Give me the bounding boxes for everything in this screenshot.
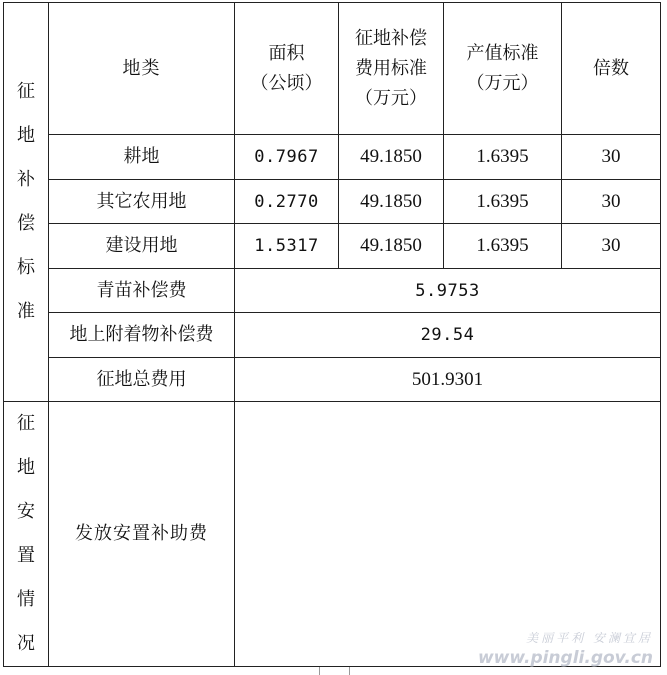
multiple-cell: 30 xyxy=(562,224,661,269)
section-title-compensation-text: 征 地 补 偿 标 准 xyxy=(17,81,35,322)
header-area-line2: （公顷） xyxy=(250,72,323,94)
land-type-cell: 耕地 xyxy=(49,135,235,180)
summary-row xyxy=(4,313,661,358)
compensation-standard-cell: 49.1850 xyxy=(339,135,444,180)
land-compensation-table xyxy=(3,2,661,667)
resettlement-value-cell xyxy=(235,402,661,667)
header-multiple: 倍数 xyxy=(562,3,661,135)
area-cell: 0.2770 xyxy=(235,180,339,224)
header-comp-line1: 征地补偿 xyxy=(355,27,427,49)
table-row xyxy=(4,135,661,180)
output-standard-cell: 1.6395 xyxy=(444,180,562,224)
resettlement-label-cell: 发放安置补助费 xyxy=(49,402,235,667)
section-title-compensation xyxy=(4,3,49,402)
table-row xyxy=(4,180,661,224)
watermark-slogan: 美丽平利 安澜宜居 xyxy=(526,631,653,645)
header-comp-line3: （万元） xyxy=(355,87,427,109)
summary-label-cell: 地上附着物补偿费 xyxy=(49,313,235,358)
output-standard-cell: 1.6395 xyxy=(444,224,562,269)
summary-label-cell: 征地总费用 xyxy=(49,358,235,402)
multiple-cell: 30 xyxy=(562,180,661,224)
summary-row xyxy=(4,269,661,313)
header-compensation-standard xyxy=(339,3,444,135)
header-output-line2: （万元） xyxy=(466,72,539,94)
watermark-url: www.pingli.gov.cn xyxy=(477,648,653,668)
header-area xyxy=(235,3,339,135)
summary-row xyxy=(4,358,661,402)
summary-label-cell: 青苗补偿费 xyxy=(49,269,235,313)
summary-value-cell: 501.9301 xyxy=(235,358,661,402)
resettlement-row xyxy=(4,402,661,667)
land-type-cell: 其它农用地 xyxy=(49,180,235,224)
area-cell: 0.7967 xyxy=(235,135,339,180)
header-output-line1: 产值标准 xyxy=(466,42,539,64)
summary-value-cell: 5.9753 xyxy=(235,269,661,313)
header-row xyxy=(4,3,661,135)
land-type-cell: 建设用地 xyxy=(49,224,235,269)
multiple-cell: 30 xyxy=(562,135,661,180)
header-output-standard xyxy=(444,3,562,135)
summary-value-cell: 29.54 xyxy=(235,313,661,358)
header-area-line1: 面积 xyxy=(268,42,305,64)
area-cell: 1.5317 xyxy=(235,224,339,269)
header-comp-line2: 费用标准 xyxy=(355,57,427,79)
section-title-resettlement-text: 征 地 安 置 情 况 xyxy=(17,413,35,654)
compensation-table-wrapper xyxy=(3,2,661,667)
header-land-type: 地类 xyxy=(49,3,235,135)
site-watermark xyxy=(478,629,653,668)
section-title-resettlement xyxy=(4,402,49,667)
compensation-standard-cell: 49.1850 xyxy=(339,224,444,269)
output-standard-cell: 1.6395 xyxy=(444,135,562,180)
compensation-standard-cell: 49.1850 xyxy=(339,180,444,224)
table-row xyxy=(4,224,661,269)
